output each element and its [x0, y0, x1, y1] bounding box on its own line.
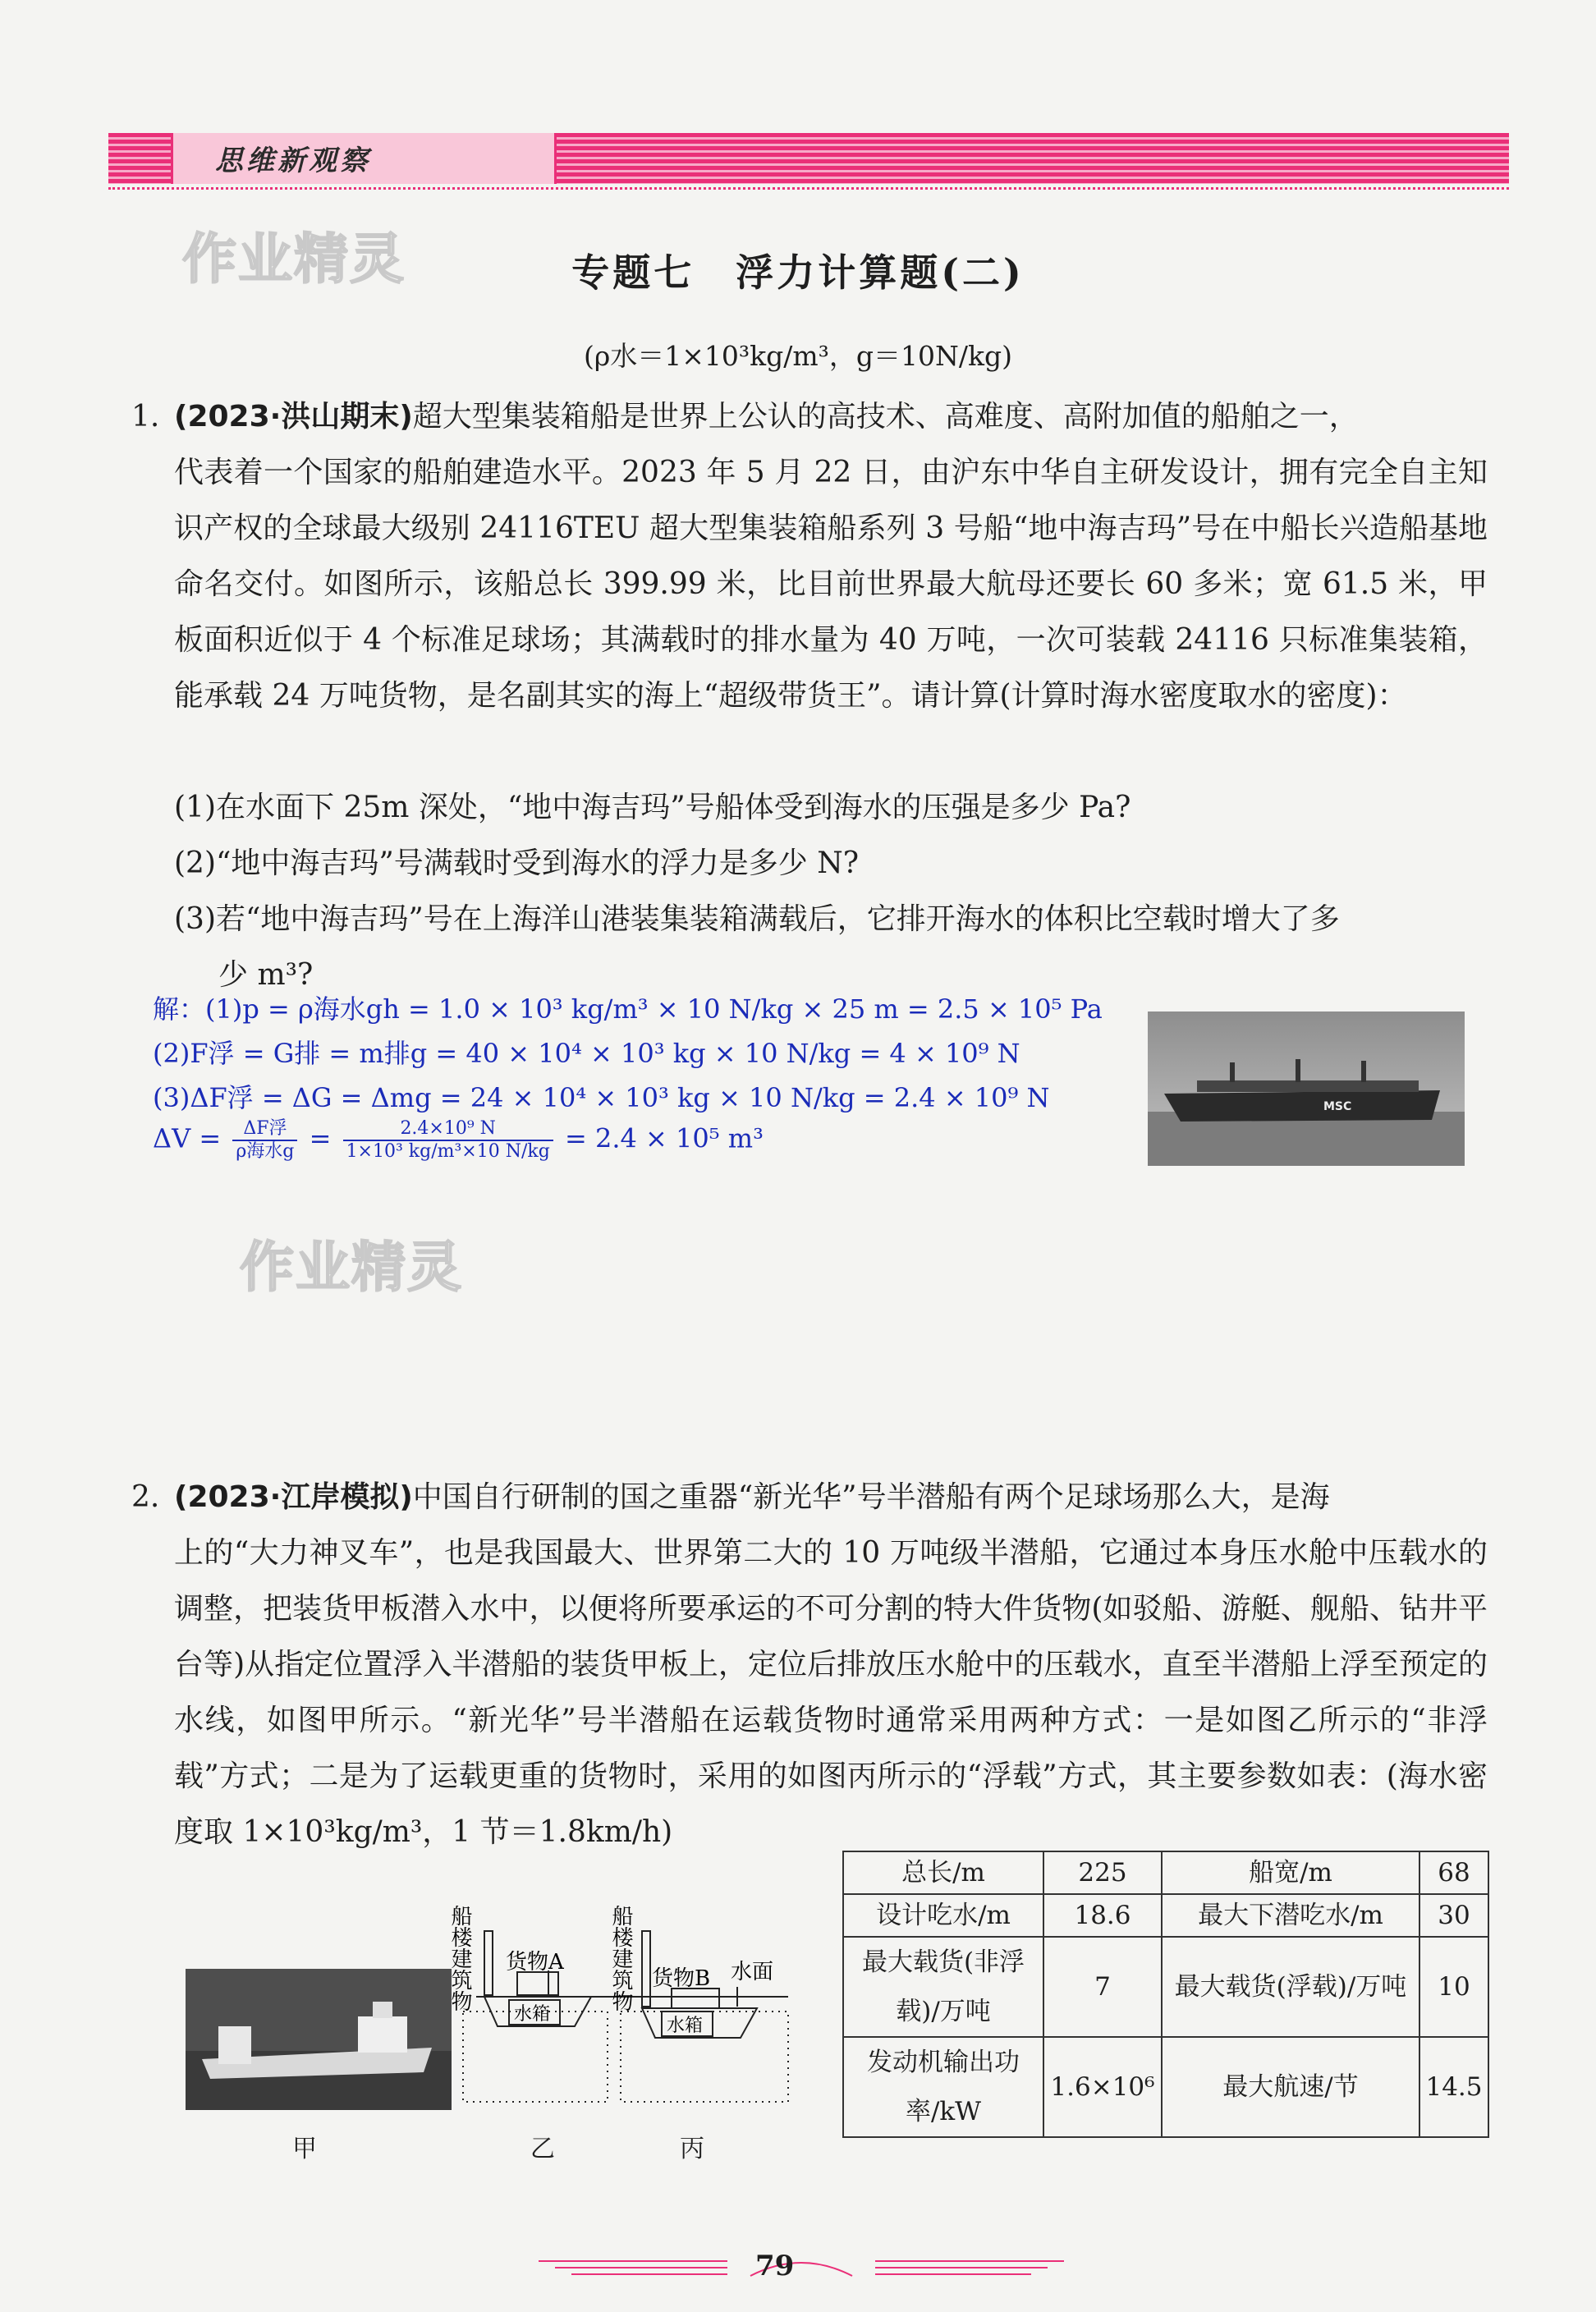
footer-ornament	[539, 2255, 1064, 2279]
table-row: 总长/m 225 船宽/m 68	[843, 1851, 1488, 1894]
table-row: 发动机输出功率/kW 1.6×10⁶ 最大航速/节 14.5	[843, 2037, 1488, 2137]
building-label-yi: 船楼建筑物	[447, 1905, 472, 2012]
building-label-bing: 船楼建筑物	[608, 1905, 633, 2012]
constants-note: (ρ水＝1×10³kg/m³，g＝10N/kg)	[583, 340, 1012, 372]
figure-caption-yi: 乙	[530, 2135, 555, 2163]
subquestion-2: (2)“地中海吉玛”号满载时受到海水的浮力是多少 N?	[174, 846, 860, 880]
fraction-denominator: 1×10³ kg/m³×10 N/kg	[346, 1141, 550, 1162]
subquestion-3: (3)若“地中海吉玛”号在上海洋山港装集装箱满载后，它排开海水的体积比空载时增大了多	[174, 902, 1340, 936]
semi-submersible-ship-photo	[186, 1969, 452, 2110]
question-number: 1.	[131, 400, 160, 434]
solution-line-1: 解：(1)p = ρ海水gh = 1.0 × 10³ kg/m³ × 10 N/kg × 25 m = 2.5 × 10⁵ Pa	[153, 993, 1103, 1025]
figure-caption-bing: 丙	[680, 2135, 704, 2163]
question-text-body: 代表着一个国家的船舶建造水平。2023 年 5 月 22 日，由沪东中华自主研发设计，拥有完全自主知识产权的全球最大级别 24116TEU 超大型集装箱船系列 3 号船“地中海吉玛”号在中船长兴造船基地命名交付。如图所示，该船总长 399.99 米，比目前世界最大航母还要长 60 多米；宽 61.5 米，甲板面积近似于 4 个标准足球场；其满载时的排水量为 40 万吨，一次可装载 24116 只标准集装箱，能承载 24 万吨货物，是名副其实的海上“超级带货王”。请计算(计算时海水密度取水的密度)：	[174, 456, 1488, 713]
watermark-middle: 作业精灵	[240, 1236, 463, 1299]
question-number: 2.	[131, 1480, 160, 1514]
solution-line-3: (3)ΔF浮 = ΔG = Δmg = 24 × 10⁴ × 10³ kg × 10 N/kg = 2.4 × 10⁹ N	[153, 1082, 1050, 1113]
cargo-b-label: 货物B	[652, 1966, 711, 1991]
ship-parameter-table	[842, 1851, 1489, 2138]
subquestion-3-cont: 少 m³?	[218, 958, 314, 992]
question-text-first-line: 超大型集装箱船是世界上公认的高技术、高难度、高附加值的船舶之一，	[412, 400, 1359, 434]
solution-dv-lhs: ΔV =	[153, 1122, 222, 1154]
solution-fraction-1	[232, 1118, 297, 1163]
water-surface-label: 水面	[731, 1960, 774, 1984]
ballast-label-yi: 水箱	[514, 2004, 551, 2025]
figure-caption-jia: 甲	[292, 2135, 317, 2163]
fraction-numerator: 2.4×10⁹ N	[343, 1118, 553, 1141]
solution-fraction-2	[343, 1118, 553, 1163]
ship-hull-label: MSC	[1323, 1100, 1352, 1113]
solution-line-2: (2)F浮 = G排 = m排g = 40 × 10⁴ × 10³ kg × 10 N/kg = 4 × 10⁹ N	[153, 1038, 1020, 1069]
page-number: 79	[755, 2250, 795, 2282]
question-1	[131, 389, 1488, 724]
container-ship-photo	[1148, 1012, 1465, 1166]
question-text-first-line: 中国自行研制的国之重器“新光华”号半潜船有两个足球场那么大，是海	[412, 1480, 1330, 1514]
section-header: 思维新观察	[215, 144, 371, 177]
table-row: 最大载货(非浮载)/万吨 7 最大载货(浮载)/万吨 10	[843, 1937, 1488, 2037]
question-2	[131, 1470, 1488, 1860]
ballast-label-bing: 水箱	[667, 2016, 704, 2036]
watermark-top: 作业精灵	[182, 227, 406, 291]
solution-dv-result: = 2.4 × 10⁵ m³	[564, 1122, 764, 1154]
header-dotted-rule	[108, 187, 1509, 190]
cargo-a-label: 货物A	[506, 1950, 564, 1975]
fraction-numerator: ΔF浮	[232, 1118, 297, 1141]
question-text-body: 上的“大力神叉车”，也是我国最大、世界第二大的 10 万吨级半潜船，它通过本身压水舱中压载水的调整，把装货甲板潜入水中，以便将所要承运的不可分割的特大件货物(如驳船、游艇、舰船、钻井平台等)从指定位置浮入半潜船的装货甲板上，定位后排放压水舱中的压载水，直至半潜船上浮至预定的水线，如图甲所示。“新光华”号半潜船在运载货物时通常采用两种方式：一是如图乙所示的“非浮载”方式；二是为了运载更重的货物时，采用的如图丙所示的“浮载”方式，其主要参数如表：(海水密度取 1×10³kg/m³，1 节＝1.8km/h)	[174, 1536, 1488, 1849]
question-source-tag: (2023·洪山期末)	[174, 400, 413, 434]
non-floating-vs-floating-diagram	[447, 1888, 805, 2110]
table-row: 设计吃水/m 18.6 最大下潜吃水/m 30	[843, 1894, 1488, 1937]
subquestion-1: (1)在水面下 25m 深处，“地中海吉玛”号船体受到海水的压强是多少 Pa?	[174, 791, 1131, 824]
question-source-tag: (2023·江岸模拟)	[174, 1480, 413, 1514]
solution-line-4: ΔV = $\frac{\text{ΔF浮}}{\text{ρ海水g}}$ = $\frac{\text{2.4×10⁹ N}}{\text{1×10³ kg/m³×10 N/kg}}$ = 2.4 × 10⁵ m³	[153, 1118, 764, 1162]
page-title: 专题七 浮力计算题(二)	[571, 250, 1025, 295]
fraction-denominator: ρ海水g	[236, 1141, 295, 1162]
